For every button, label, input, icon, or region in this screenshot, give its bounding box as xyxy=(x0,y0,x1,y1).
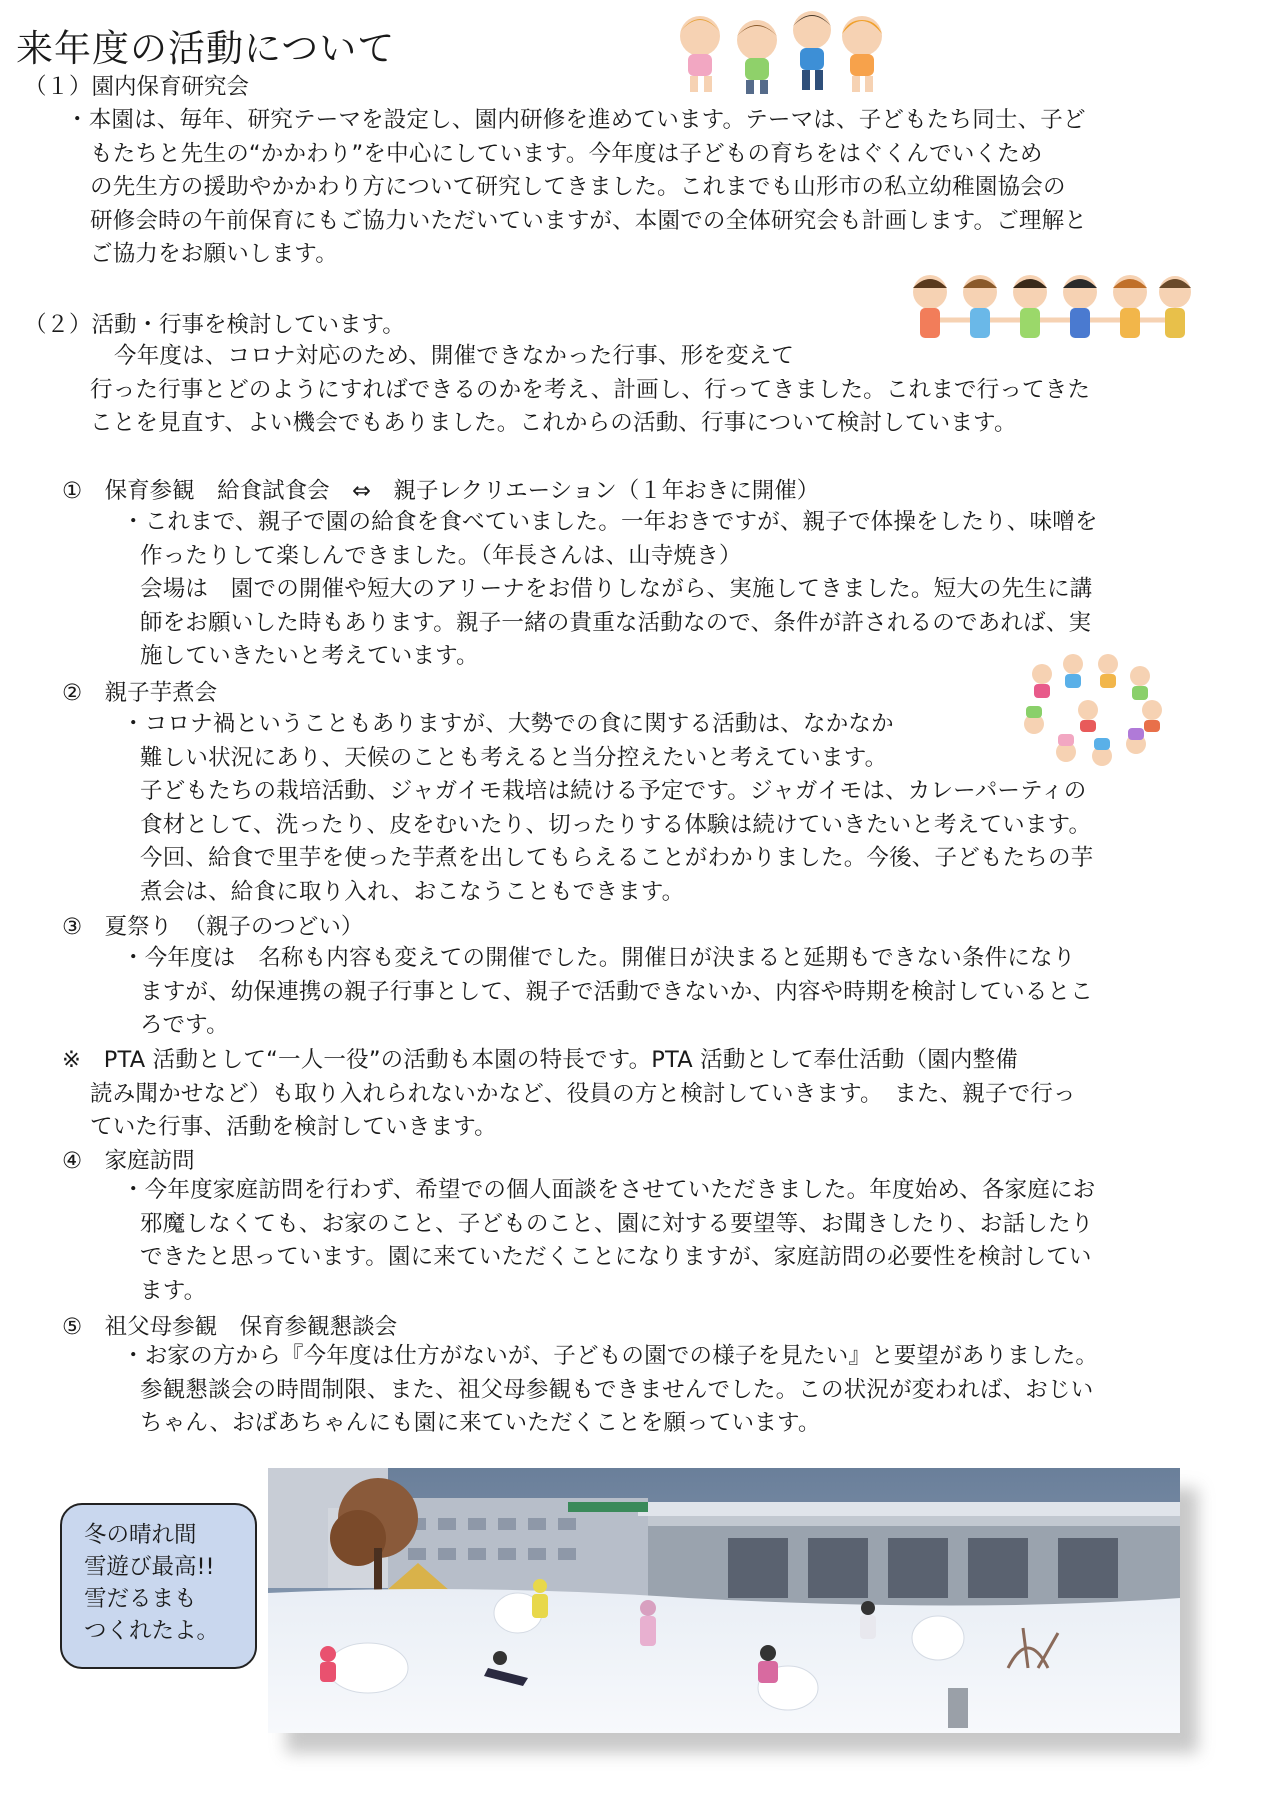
item3-line: ろです。 xyxy=(140,1012,229,1038)
item1-line: 施していきたいと考えています。 xyxy=(140,643,479,669)
item3-body xyxy=(122,942,1093,1043)
kid-in-snow xyxy=(320,1646,336,1682)
item4-line: 邪魔しなくても、お家のこと、子どものこと、園に対する要望等、お聞きしたり、お話したり xyxy=(140,1210,1094,1237)
section2-heading: （２）活動・行事を検討しています。 xyxy=(24,312,405,338)
pta-note xyxy=(62,1044,1076,1145)
section1-line: もたちと先生の“かかわり”を中心にしています。今年度は子どもの育ちをはぐくんでいくため xyxy=(90,140,1043,167)
kid-figure-4 xyxy=(842,16,882,92)
item4-line: ます。 xyxy=(140,1277,207,1304)
kid-in-snow xyxy=(532,1579,548,1618)
kid-figure-1 xyxy=(680,16,720,92)
item2-line: 難しい状況にあり、天候のことも考えると当分控えたいと考えています。 xyxy=(140,744,888,771)
section2-intro-line: ことを見直す、よい機会でもありました。これからの活動、行事について検討しています。 xyxy=(90,410,1017,436)
item2-body xyxy=(122,708,1093,909)
item2-line: 煮会は、給食に取り入れ、おこなうこともできます。 xyxy=(140,878,685,905)
kid-in-snow xyxy=(758,1645,778,1683)
bubble-line: 雪遊び最高!! xyxy=(84,1554,215,1580)
item2-line: ・コロナ禍ということもありますが、大勢での食に関する活動は、なかなか xyxy=(122,711,894,737)
item5-line: ちゃん、おばあちゃんにも園に来ていただくことを願っています。 xyxy=(140,1410,821,1436)
item3-line: ますが、幼保連携の親子行事として、親子で活動できないか、内容や時期を検討しているとこ xyxy=(140,978,1093,1005)
page-title: 来年度の活動について xyxy=(16,27,396,70)
section1-body xyxy=(66,104,1087,272)
kid-in-snow xyxy=(640,1600,656,1646)
section1-line: の先生方の援助やかかわり方について研究してきました。これまでも山形市の私立幼稚園協会の xyxy=(90,174,1066,200)
kid-figure-3 xyxy=(793,11,831,90)
item1-body xyxy=(122,506,1098,674)
item4-line: できたと思っています。園に来ていただくことになりますが、家庭訪問の必要性を検討してい xyxy=(140,1244,1092,1270)
item5-body xyxy=(122,1340,1098,1441)
bubble-line: 冬の晴れ間 xyxy=(84,1522,197,1548)
kid-figure-2 xyxy=(737,20,777,94)
item5-line: 参観懇談会の時間制限、また、祖父母参観もできませんでした。この状況が変われば、おじい xyxy=(140,1376,1094,1403)
item4-line: ・今年度家庭訪問を行わず、希望での個人面談をさせていただきました。年度始め、各家庭にお xyxy=(122,1177,1096,1203)
snow-playground-photo xyxy=(268,1468,1180,1733)
child-figure xyxy=(1159,276,1191,338)
item1-heading: ① 保育参観 給食試食会 ⇔ 親子レクリエーション（１年おきに開催） xyxy=(62,478,820,504)
section1-line: ・本園は、毎年、研究テーマを設定し、園内研修を進めています。テーマは、子どもたち同士、子ど xyxy=(66,107,1086,133)
item5-line: ・お家の方から『今年度は仕方がないが、子どもの園での様子を見たい』と要望がありました。 xyxy=(122,1343,1099,1369)
item2-heading: ② 親子芋煮会 xyxy=(62,680,218,706)
section1-line: 研修会時の午前保育にもご協力いただいていますが、本園での全体研究会も計画します。ご理解と xyxy=(90,207,1088,234)
item1-line: 会場は 園での開催や短大のアリーナをお借りしながら、実施してきました。短大の先生に講 xyxy=(140,576,1093,602)
item4-heading: ④ 家庭訪問 xyxy=(62,1148,195,1174)
photo-caption-bubble xyxy=(60,1503,257,1669)
bubble-line: つくれたよ。 xyxy=(84,1618,220,1644)
item2-line: 今回、給食で里芋を使った芋煮を出してもらえることがわかりました。今後、子どもたちの芋 xyxy=(140,845,1094,871)
section1-line: ご協力をお願いします。 xyxy=(90,241,338,267)
item1-line: 作ったりして楽しんできました。（年長さんは、山寺焼き） xyxy=(140,542,742,569)
item3-heading: ③ 夏祭り （親子のつどい） xyxy=(62,914,364,940)
item4-body xyxy=(122,1174,1095,1308)
item3-line: ・今年度は 名称も内容も変えての開催でした。開催日が決まると延期もできない条件になり xyxy=(122,945,1076,971)
note-line: ※ PTA 活動として“一人一役”の活動も本園の特長です。PTA 活動として奉仕活動（園内整備 xyxy=(62,1047,1018,1073)
child-figure xyxy=(1013,275,1047,338)
child-figure xyxy=(1113,275,1147,338)
note-line: ていた行事、活動を検討していきます。 xyxy=(90,1114,497,1140)
bubble-line: 雪だるまも xyxy=(84,1586,197,1612)
section1-heading: （１）園内保育研究会 xyxy=(24,74,250,100)
kid-in-snow xyxy=(860,1601,876,1639)
child-figure xyxy=(963,275,997,338)
note-line: 読み聞かせなど）も取り入れられないかなど、役員の方と検討していきます。 また、親子で行っ xyxy=(90,1080,1076,1107)
section2-intro-line: 行った行事とどのようにすればできるのかを考え、計画し、行ってきました。これまで行ってきた xyxy=(90,376,1091,403)
item1-line: ・これまで、親子で園の給食を食べていました。一年おきですが、親子で体操をしたり、味噌を xyxy=(122,509,1098,535)
item5-heading: ⑤ 祖父母参観 保育参観懇談会 xyxy=(62,1314,398,1340)
section2-intro-line: 今年度は、コロナ対応のため、開催できなかった行事、形を変えて xyxy=(114,343,795,369)
running-kids-illustration xyxy=(662,6,892,98)
item2-line: 食材として、洗ったり、皮をむいたり、切ったりする体験は続けていきたいと考えています。 xyxy=(140,811,1092,838)
item1-line: 師をお願いした時もあります。親子一緒の貴重な活動なので、条件が許されるのであれば、実 xyxy=(140,609,1092,636)
child-figure xyxy=(1063,275,1097,338)
child-figure xyxy=(913,275,947,338)
section2-intro xyxy=(90,340,1090,441)
item2-line: 子どもたちの栽培活動、ジャガイモ栽培は続ける予定です。ジャガイモは、カレーパーティの xyxy=(140,778,1087,804)
